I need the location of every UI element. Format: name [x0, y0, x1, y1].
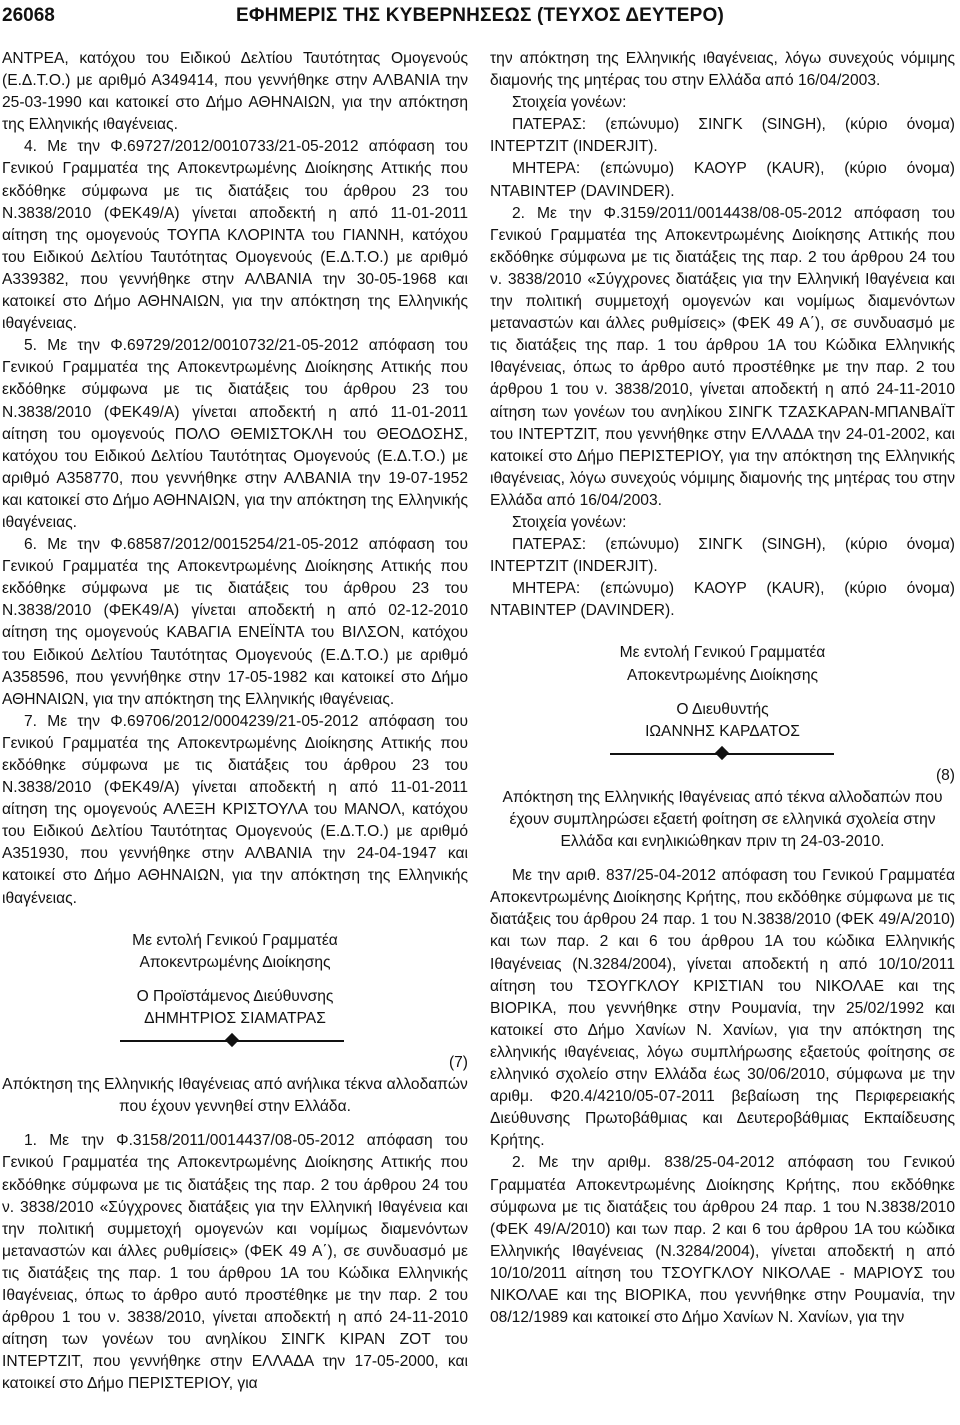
section-number: (7)	[448, 1054, 468, 1072]
section-title: Απόκτηση της Ελληνικής Ιθαγένειας από ανήλικα τέκνα αλλοδαπών που έχουν γεννηθεί στην Ελλάδα.	[2, 1076, 468, 1116]
paragraph: 7. Με την Φ.69706/2012/0004239/21-05-2012 απόφαση του Γενικού Γραμματέα της Αποκεντρωμένης Διοίκησης Αττικής που εκδόθηκε σύμφωνα με τις διατάξεις του άρθρου 23 του Ν.3838/2010 (ΦΕΚ49/Α) γίνεται αποδεκτή η από 11-01-2011 αίτηση της ομογενούς ΑΛΕΞΗ ΚΡΙΣΤΟΥΛΑ του ΜΑΝΟΛ, κατόχου του Ειδικού Δελτίου Ταυτότητας Ομογενούς (Ε.Δ.Τ.Ο.) με αριθμό Α351930, που γεννήθηκε στην ΑΛΒΑΝΙΑ την 24-04-1947 και κατοικεί στο Δήμο ΑΘΗΝΑΙΩΝ, για την απόκτηση της Ελληνικής ιθαγένειας.	[2, 712, 468, 907]
paragraph: Με την αριθ. 837/25-04-2012 απόφαση του Γενικού Γραμματέα Αποκεντρωμένης Διοίκησης Κρήτης, που εκδόθηκε σύμφωνα με τις διατάξεις του άρθρου 24 παρ. 1 του Ν.3838/2010 (ΦΕΚ 49/Α/2010) και των παρ. 2 και 6 του άρθρου 1Α του κώδικα Ελληνικής Ιθαγένειας (Ν.3284/2004), γίνεται αποδεκτή η από 10/10/2011 αίτηση του ΤΣΟΥΓΚΛΟΥ ΚΡΙΣΤΙΑΝ του ΝΙΚΟΛΑΕ και της ΒΙΟΡΙΚΑ, που γεννήθηκε στην Ρουμανία, την 25/02/1992 και κατοικεί στο Δήμο Χανίων Ν. Χανίων, για την απόκτηση της ελληνικής ιθαγένειας, λόγω συμπλήρωσης εξαετούς φοίτησης σε ελληνικό σχολείο στην Ελλάδα έως 30/06/2010, σύμφωνα με την αριθμ. Φ20.4/4210/05-07-2011 βεβαίωση της Περιφερειακής Διεύθυνσης Πρωτοβάθμιας και Δευτεροβάθμιας Εκπαίδευσης Κρήτης.	[490, 867, 955, 1150]
signature-name: ΔΗΜΗΤΡΙΟΣ ΣΙΑΜΑΤΡΑΣ	[144, 1009, 326, 1027]
parents-heading: Στοιχεία γονέων:	[512, 94, 627, 112]
paragraph: 6. Με την Φ.68587/2012/0015254/21-05-2012 απόφαση του Γενικού Γραμματέα της Αποκεντρωμένης Διοίκησης Αττικής που εκδόθηκε σύμφωνα με τις διατάξεις του άρθρου 23 του Ν.3838/2010 (ΦΕΚ49/Α) γίνεται αποδεκτή η από 02-12-2010 αίτηση της ομογενούς ΚΑΒΑΓΙΑ ΕΝΕΪΝΤΑ του ΒΙΛΣΟΝ, κατόχου του Ειδικού Δελτίου Ταυτότητας Ομογενούς (Ε.Δ.Τ.Ο.) με αριθμό Α358596, που γεννήθηκε στην 17-05-1982 και κατοικεί στο Δήμο ΑΘΗΝΑΙΩΝ, για την απόκτηση της Ελληνικής ιθαγένειας.	[2, 536, 468, 708]
paragraph: 2. Με την Φ.3159/2011/0014438/08-05-2012 απόφαση του Γενικού Γραμματέα της Αποκεντρωμένης Διοίκησης Αττικής που εκδόθηκε σύμφωνα με τις διατάξεις της παρ. 2 του άρθρου 24 του ν. 3838/2010 «Σύγχρονες διατάξεις για την Ελληνική Ιθαγένεια και την πολιτική συμμετοχή ομογενών και νομίμως διαμενόντων μεταναστών και άλλες ρυθμίσεις» (ΦΕΚ 49 Α΄), σε συνδυασμό με τις διατάξεις της παρ. 1 του άρθρου 1Α του Κώδικα Ελληνικής Ιθαγένειας, όπως το άρθρο αυτό προστέθηκε με την παρ. 2 του άρθρου 1 του ν. 3838/2010, γίνεται αποδεκτή η από 24-11-2010 αίτηση των γονέων του ανηλίκου ΣΙΝΓΚ ΤΖΑΣΚΑΡΑΝ-ΜΠΑΝΒΑΪΤ του ΙΝΤΕΡΤΖΙΤ, που γεννήθηκε στην ΕΛΛΑΔΑ την 24-01-2002, και κατοικεί στο Δήμο ΠΕΡΙΣΤΕΡΙΟΥ, για την απόκτηση της Ελληνικής ιθαγένειας, λόγω συνεχούς νόμιμης διαμονής της μητέρας του στην Ελλάδα από 16/04/2003.	[490, 204, 955, 509]
paragraph: 4. Με την Φ.69727/2012/0010733/21-05-2012 απόφαση του Γενικού Γραμματέα της Αποκεντρωμένης Διοίκησης Αττικής που εκδόθηκε σύμφωνα με τις διατάξεις του άρθρου 23 του Ν.3838/2010 (ΦΕΚ49/Α) γίνεται αποδεκτή η από 11-01-2011 αίτηση της ομογενούς ΤΟΥΠΑ ΚΛΟΡΙΝΤΑ του ΓΙΑΝΝΗ, κατόχου του Ειδικού Δελτίου Ταυτότητας Ομογενούς (Ε.Δ.Τ.Ο.) με αριθμό Α339382, που γεννήθηκε στην ΑΛΒΑΝΙΑ την 30-05-1968 και κατοικεί στο Δήμο ΑΘΗΝΑΙΩΝ, για την απόκτηση της Ελληνικής ιθαγένειας.	[2, 138, 468, 333]
father-details: ΠΑΤΕΡΑΣ: (επώνυμο) ΣΙΝΓΚ (SINGH), (κύριο όνομα) ΙΝΤΕΡΤΖΙΤ (INDERJIT).	[490, 536, 955, 576]
parents-heading: Στοιχεία γονέων:	[512, 513, 627, 531]
father-details: ΠΑΤΕΡΑΣ: (επώνυμο) ΣΙΝΓΚ (SINGH), (κύριο όνομα) ΙΝΤΕΡΤΖΙΤ (INDERJIT).	[490, 116, 955, 156]
paragraph: 2. Με την αριθμ. 838/25-04-2012 απόφαση του Γενικού Γραμματέα Αποκεντρωμένης Διοίκησης Κρήτης, που εκδόθηκε σύμφωνα με τις διατάξεις του άρθρου 24 παρ. 1 του Ν.3838/2010 (ΦΕΚ 49/Α/2010) και των παρ. 2 και 6 του άρθρου 1Α του κώδικα Ελληνικής Ιθαγένειας (Ν.3284/2004), γίνεται αποδεκτή η από 10/10/2011 αίτηση του ΤΣΟΥΓΚΛΟΥ ΝΙΚΟΛΑΕ - ΜΑΡΙΟΥΣ του ΝΙΚΟΛΑΕ και της ΒΙΟΡΙΚΑ, που γεννήθηκε στην Ρουμανία, την 08/12/1989 και κατοικεί στο Δήμο Χανίων Ν. Χανίων, για την	[490, 1154, 955, 1327]
right-column	[490, 48, 955, 1329]
signature-line: Αποκεντρωμένης Διοίκησης	[139, 953, 331, 971]
signature-title: Ο Διευθυντής	[676, 700, 769, 718]
mother-details: ΜΗΤΕΡΑ: (επώνυμο) ΚΑΟΥΡ (KAUR), (κύριο όνομα) ΝΤΑΒΙΝΤΕΡ (DAVINDER).	[490, 580, 955, 620]
signature-line: Με εντολή Γενικού Γραμματέα	[132, 931, 338, 949]
mother-details: ΜΗΤΕΡΑ: (επώνυμο) ΚΑΟΥΡ (KAUR), (κύριο όνομα) ΝΤΑΒΙΝΤΕΡ (DAVINDER).	[490, 160, 955, 200]
section-separator	[2, 1032, 468, 1048]
page-header	[0, 0, 960, 40]
page-number: 26068	[2, 5, 55, 26]
section-number: (8)	[935, 766, 955, 784]
left-column	[2, 48, 468, 1395]
running-title: ΕΦΗΜΕΡΙΣ ΤΗΣ ΚΥΒΕΡΝΗΣΕΩΣ (ΤΕΥΧΟΣ ΔΕΥΤΕΡΟ)	[236, 5, 724, 26]
signature-name: ΙΩΑΝΝΗΣ ΚΑΡΔΑΤΟΣ	[645, 722, 800, 740]
section-separator	[490, 745, 955, 761]
signature-title: Ο Προϊστάμενος Διεύθυνσης	[136, 987, 334, 1005]
signature-line: Με εντολή Γενικού Γραμματέα	[619, 644, 826, 662]
paragraph: ΑΝΤΡΕΑ, κατόχου του Ειδικού Δελτίου Ταυτότητας Ομογενούς (Ε.Δ.Τ.Ο.) με αριθμό Α349414, που γεννήθηκε στην ΑΛΒΑΝΙΑ την 25-03-1990 και κατοικεί στο Δήμο ΑΘΗΝΑΙΩΝ, για την απόκτηση της Ελληνικής ιθαγένειας.	[2, 50, 468, 134]
paragraph: 5. Με την Φ.69729/2012/0010732/21-05-2012 απόφαση του Γενικού Γραμματέα της Αποκεντρωμένης Διοίκησης Αττικής που εκδόθηκε σύμφωνα με τις διατάξεις του άρθρου 23 του Ν.3838/2010 (ΦΕΚ49/Α) γίνεται αποδεκτή η από 11-01-2011 αίτηση του ομογενούς ΠΟΛΟ ΘΕΜΙΣΤΟΚΛΗ του ΘΕΟΔΟΣΗΣ, κατόχου του Ειδικού Δελτίου Ταυτότητας Ομογενούς (Ε.Δ.Τ.Ο.) με αριθμό Α358770, που γεννήθηκε στην ΑΛΒΑΝΙΑ την 19-07-1952 και κατοικεί στο Δήμο ΑΘΗΝΑΙΩΝ, για την απόκτηση της Ελληνικής ιθαγένειας.	[2, 337, 468, 531]
paragraph: την απόκτηση της Ελληνικής ιθαγένειας, λόγω συνεχούς νόμιμης διαμονής της μητέρας του στην Ελλάδα από 16/04/2003.	[490, 50, 955, 90]
signature-line: Αποκεντρωμένης Διοίκησης	[626, 666, 819, 684]
section-title: Απόκτηση της Ελληνικής Ιθαγένειας από τέκνα αλλοδαπών που έχουν συμπληρώσει εξαετή φοίτηση σε ελληνικά σχολεία στην Ελλάδα και ενηλικιώθηκαν πριν τη 24-03-2010.	[502, 788, 943, 851]
paragraph: 1. Με την Φ.3158/2011/0014437/08-05-2012 απόφαση του Γενικού Γραμματέα της Αποκεντρωμένης Διοίκησης Αττικής που εκδόθηκε σύμφωνα με τις διατάξεις της παρ. 2 του άρθρου 24 του ν. 3838/2010 «Σύγχρονες διατάξεις για την Ελληνική Ιθαγένεια και την πολιτική συμμετοχή ομογενών και νομίμως διαμενόντων μεταναστών και άλλες ρυθμίσεις» (ΦΕΚ 49 Α΄), σε συνδυασμό με τις διατάξεις της παρ. 1 του άρθρου 1Α του Κώδικα Ελληνικής Ιθαγένειας, όπως το άρθρο αυτό προστέθηκε με την παρ. 2 του άρθρου 1 του ν. 3838/2010, γίνεται αποδεκτή η από 24-11-2010 αίτηση των γονέων του ανηλίκου ΣΙΝΓΚ ΚΙΡΑΝ ΖΟΤ του ΙΝΤΕΡΤΖΙΤ, που γεννήθηκε στην ΕΛΛΑΔΑ την 17-05-2000, και κατοικεί στο Δήμο ΠΕΡΙΣΤΕΡΙΟΥ, για	[2, 1132, 468, 1393]
